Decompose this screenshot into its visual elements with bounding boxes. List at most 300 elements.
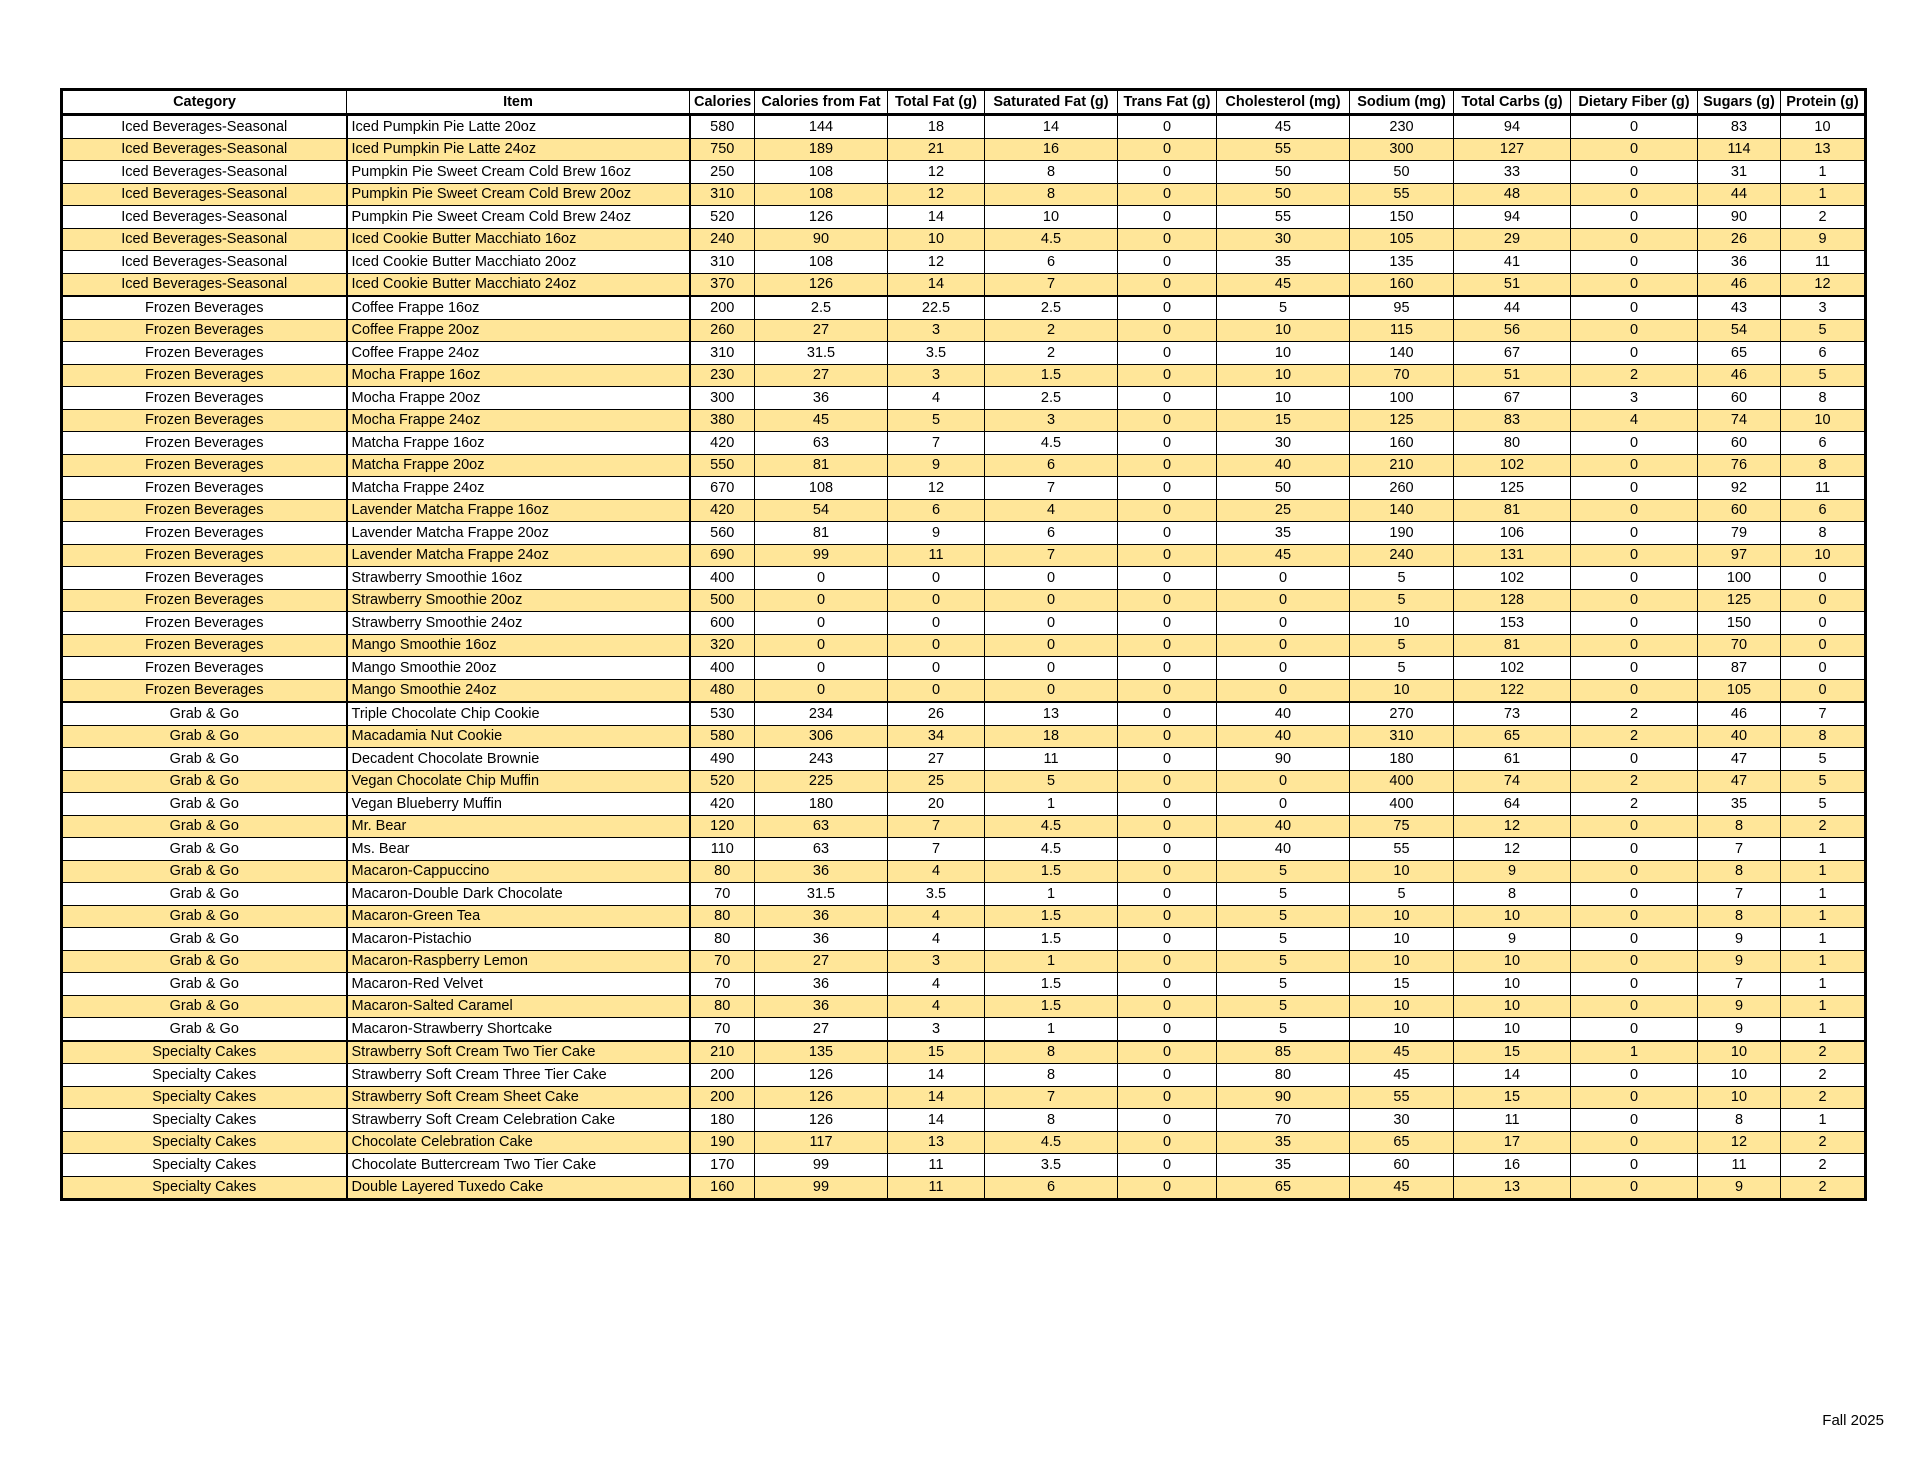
total-fat-cell: 3	[888, 950, 985, 973]
item-name-cell: Vegan Blueberry Muffin	[347, 793, 690, 816]
trans-fat-cell: 0	[1118, 454, 1217, 477]
trans-fat-cell: 0	[1118, 319, 1217, 342]
saturated-fat-cell: 1	[985, 950, 1118, 973]
cholesterol-cell: 10	[1217, 364, 1350, 387]
cholesterol-cell: 30	[1217, 228, 1350, 251]
protein-cell: 2	[1781, 1176, 1866, 1200]
calories-from-fat-cell: 45	[755, 409, 888, 432]
sugars-cell: 10	[1698, 1041, 1781, 1064]
category-cell: Specialty Cakes	[62, 1064, 347, 1087]
saturated-fat-cell: 1.5	[985, 905, 1118, 928]
cholesterol-cell: 5	[1217, 995, 1350, 1018]
dietary-fiber-cell: 0	[1571, 838, 1698, 861]
calories-cell: 210	[690, 1041, 755, 1064]
sugars-cell: 125	[1698, 589, 1781, 612]
sodium-cell: 45	[1350, 1064, 1454, 1087]
total-carbs-cell: 8	[1454, 883, 1571, 906]
category-cell: Grab & Go	[62, 748, 347, 771]
sugars-cell: 79	[1698, 522, 1781, 545]
cholesterol-cell: 5	[1217, 1018, 1350, 1041]
trans-fat-cell: 0	[1118, 161, 1217, 184]
table-row	[62, 342, 1866, 365]
table-row	[62, 206, 1866, 229]
total-fat-cell: 26	[888, 702, 985, 725]
calories-cell: 520	[690, 770, 755, 793]
sodium-cell: 10	[1350, 860, 1454, 883]
category-cell: Frozen Beverages	[62, 296, 347, 319]
total-carbs-cell: 80	[1454, 432, 1571, 455]
table-row	[62, 1109, 1866, 1132]
sodium-cell: 125	[1350, 409, 1454, 432]
cholesterol-cell: 0	[1217, 770, 1350, 793]
sodium-cell: 10	[1350, 905, 1454, 928]
calories-from-fat-cell: 234	[755, 702, 888, 725]
total-carbs-cell: 102	[1454, 454, 1571, 477]
category-cell: Frozen Beverages	[62, 589, 347, 612]
calories-cell: 580	[690, 115, 755, 139]
cholesterol-cell: 35	[1217, 1131, 1350, 1154]
total-carbs-cell: 122	[1454, 679, 1571, 702]
column-header-calories-from-fat: Calories from Fat	[755, 90, 888, 115]
saturated-fat-cell: 0	[985, 657, 1118, 680]
cholesterol-cell: 40	[1217, 725, 1350, 748]
total-carbs-cell: 29	[1454, 228, 1571, 251]
category-cell: Iced Beverages-Seasonal	[62, 138, 347, 161]
item-name-cell: Macaron-Red Velvet	[347, 973, 690, 996]
saturated-fat-cell: 7	[985, 273, 1118, 296]
dietary-fiber-cell: 0	[1571, 1109, 1698, 1132]
saturated-fat-cell: 4.5	[985, 432, 1118, 455]
total-fat-cell: 14	[888, 1109, 985, 1132]
calories-cell: 380	[690, 409, 755, 432]
sodium-cell: 5	[1350, 657, 1454, 680]
calories-from-fat-cell: 27	[755, 364, 888, 387]
sugars-cell: 90	[1698, 206, 1781, 229]
sugars-cell: 46	[1698, 364, 1781, 387]
protein-cell: 1	[1781, 161, 1866, 184]
table-row	[62, 544, 1866, 567]
item-name-cell: Pumpkin Pie Sweet Cream Cold Brew 20oz	[347, 183, 690, 206]
calories-cell: 480	[690, 679, 755, 702]
protein-cell: 5	[1781, 793, 1866, 816]
item-name-cell: Macaron-Pistachio	[347, 928, 690, 951]
category-cell: Iced Beverages-Seasonal	[62, 273, 347, 296]
protein-cell: 1	[1781, 995, 1866, 1018]
sugars-cell: 54	[1698, 319, 1781, 342]
sugars-cell: 7	[1698, 883, 1781, 906]
table-row	[62, 432, 1866, 455]
trans-fat-cell: 0	[1118, 679, 1217, 702]
calories-cell: 200	[690, 1064, 755, 1087]
trans-fat-cell: 0	[1118, 883, 1217, 906]
sodium-cell: 55	[1350, 838, 1454, 861]
sodium-cell: 10	[1350, 1018, 1454, 1041]
category-cell: Specialty Cakes	[62, 1131, 347, 1154]
total-carbs-cell: 73	[1454, 702, 1571, 725]
cholesterol-cell: 0	[1217, 567, 1350, 590]
table-row	[62, 702, 1866, 725]
item-name-cell: Iced Cookie Butter Macchiato 16oz	[347, 228, 690, 251]
calories-from-fat-cell: 99	[755, 1154, 888, 1177]
trans-fat-cell: 0	[1118, 1064, 1217, 1087]
trans-fat-cell: 0	[1118, 567, 1217, 590]
calories-cell: 240	[690, 228, 755, 251]
sodium-cell: 95	[1350, 296, 1454, 319]
calories-cell: 80	[690, 860, 755, 883]
trans-fat-cell: 0	[1118, 589, 1217, 612]
saturated-fat-cell: 8	[985, 183, 1118, 206]
protein-cell: 2	[1781, 1131, 1866, 1154]
calories-cell: 580	[690, 725, 755, 748]
item-name-cell: Strawberry Soft Cream Three Tier Cake	[347, 1064, 690, 1087]
item-name-cell: Iced Cookie Butter Macchiato 24oz	[347, 273, 690, 296]
item-name-cell: Matcha Frappe 24oz	[347, 477, 690, 500]
total-carbs-cell: 94	[1454, 206, 1571, 229]
calories-cell: 260	[690, 319, 755, 342]
sodium-cell: 10	[1350, 679, 1454, 702]
total-fat-cell: 12	[888, 161, 985, 184]
category-cell: Grab & Go	[62, 770, 347, 793]
sugars-cell: 7	[1698, 973, 1781, 996]
item-name-cell: Coffee Frappe 16oz	[347, 296, 690, 319]
total-carbs-cell: 67	[1454, 387, 1571, 410]
trans-fat-cell: 0	[1118, 1131, 1217, 1154]
dietary-fiber-cell: 0	[1571, 905, 1698, 928]
sodium-cell: 55	[1350, 183, 1454, 206]
calories-from-fat-cell: 36	[755, 860, 888, 883]
dietary-fiber-cell: 0	[1571, 522, 1698, 545]
saturated-fat-cell: 8	[985, 1109, 1118, 1132]
cholesterol-cell: 40	[1217, 815, 1350, 838]
trans-fat-cell: 0	[1118, 432, 1217, 455]
calories-cell: 80	[690, 928, 755, 951]
table-header-row	[62, 90, 1866, 115]
category-cell: Frozen Beverages	[62, 612, 347, 635]
protein-cell: 0	[1781, 612, 1866, 635]
calories-cell: 750	[690, 138, 755, 161]
dietary-fiber-cell: 0	[1571, 883, 1698, 906]
protein-cell: 2	[1781, 1154, 1866, 1177]
calories-cell: 550	[690, 454, 755, 477]
sodium-cell: 140	[1350, 499, 1454, 522]
sodium-cell: 70	[1350, 364, 1454, 387]
dietary-fiber-cell: 3	[1571, 387, 1698, 410]
item-name-cell: Mocha Frappe 24oz	[347, 409, 690, 432]
calories-cell: 690	[690, 544, 755, 567]
total-carbs-cell: 12	[1454, 838, 1571, 861]
item-name-cell: Macadamia Nut Cookie	[347, 725, 690, 748]
item-name-cell: Macaron-Raspberry Lemon	[347, 950, 690, 973]
sugars-cell: 11	[1698, 1154, 1781, 1177]
item-name-cell: Strawberry Soft Cream Celebration Cake	[347, 1109, 690, 1132]
protein-cell: 6	[1781, 432, 1866, 455]
sodium-cell: 210	[1350, 454, 1454, 477]
calories-from-fat-cell: 126	[755, 1086, 888, 1109]
sodium-cell: 50	[1350, 161, 1454, 184]
cholesterol-cell: 0	[1217, 793, 1350, 816]
calories-from-fat-cell: 63	[755, 432, 888, 455]
category-cell: Grab & Go	[62, 950, 347, 973]
dietary-fiber-cell: 2	[1571, 702, 1698, 725]
category-cell: Grab & Go	[62, 838, 347, 861]
total-carbs-cell: 102	[1454, 567, 1571, 590]
table-body	[62, 115, 1866, 1200]
category-cell: Grab & Go	[62, 860, 347, 883]
trans-fat-cell: 0	[1118, 815, 1217, 838]
sugars-cell: 43	[1698, 296, 1781, 319]
calories-cell: 310	[690, 251, 755, 274]
protein-cell: 1	[1781, 950, 1866, 973]
column-header-saturated-fat: Saturated Fat (g)	[985, 90, 1118, 115]
calories-cell: 70	[690, 950, 755, 973]
calories-from-fat-cell: 27	[755, 1018, 888, 1041]
sugars-cell: 10	[1698, 1064, 1781, 1087]
calories-from-fat-cell: 108	[755, 477, 888, 500]
total-fat-cell: 4	[888, 995, 985, 1018]
protein-cell: 5	[1781, 748, 1866, 771]
calories-from-fat-cell: 81	[755, 454, 888, 477]
sugars-cell: 105	[1698, 679, 1781, 702]
calories-cell: 420	[690, 432, 755, 455]
sugars-cell: 70	[1698, 634, 1781, 657]
item-name-cell: Chocolate Celebration Cake	[347, 1131, 690, 1154]
table-row	[62, 477, 1866, 500]
calories-cell: 520	[690, 206, 755, 229]
category-cell: Grab & Go	[62, 725, 347, 748]
dietary-fiber-cell: 0	[1571, 183, 1698, 206]
category-cell: Frozen Beverages	[62, 544, 347, 567]
category-cell: Frozen Beverages	[62, 454, 347, 477]
item-name-cell: Strawberry Smoothie 16oz	[347, 567, 690, 590]
total-fat-cell: 9	[888, 454, 985, 477]
item-name-cell: Iced Pumpkin Pie Latte 24oz	[347, 138, 690, 161]
trans-fat-cell: 0	[1118, 1018, 1217, 1041]
table-row	[62, 634, 1866, 657]
category-cell: Frozen Beverages	[62, 657, 347, 680]
item-name-cell: Chocolate Buttercream Two Tier Cake	[347, 1154, 690, 1177]
sugars-cell: 92	[1698, 477, 1781, 500]
total-carbs-cell: 65	[1454, 725, 1571, 748]
dietary-fiber-cell: 0	[1571, 634, 1698, 657]
calories-from-fat-cell: 99	[755, 1176, 888, 1200]
total-carbs-cell: 44	[1454, 296, 1571, 319]
item-name-cell: Macaron-Salted Caramel	[347, 995, 690, 1018]
category-cell: Iced Beverages-Seasonal	[62, 228, 347, 251]
dietary-fiber-cell: 0	[1571, 115, 1698, 139]
protein-cell: 2	[1781, 206, 1866, 229]
item-name-cell: Mocha Frappe 20oz	[347, 387, 690, 410]
dietary-fiber-cell: 2	[1571, 725, 1698, 748]
sodium-cell: 160	[1350, 432, 1454, 455]
calories-cell: 70	[690, 883, 755, 906]
table-row	[62, 115, 1866, 139]
cholesterol-cell: 35	[1217, 522, 1350, 545]
trans-fat-cell: 0	[1118, 228, 1217, 251]
cholesterol-cell: 0	[1217, 679, 1350, 702]
protein-cell: 12	[1781, 273, 1866, 296]
item-name-cell: Vegan Chocolate Chip Muffin	[347, 770, 690, 793]
sugars-cell: 46	[1698, 273, 1781, 296]
sugars-cell: 35	[1698, 793, 1781, 816]
total-carbs-cell: 74	[1454, 770, 1571, 793]
saturated-fat-cell: 2.5	[985, 387, 1118, 410]
sodium-cell: 160	[1350, 273, 1454, 296]
saturated-fat-cell: 0	[985, 679, 1118, 702]
nutrition-table	[60, 88, 1867, 1201]
sugars-cell: 65	[1698, 342, 1781, 365]
item-name-cell: Macaron-Green Tea	[347, 905, 690, 928]
protein-cell: 1	[1781, 905, 1866, 928]
cholesterol-cell: 50	[1217, 161, 1350, 184]
total-fat-cell: 22.5	[888, 296, 985, 319]
dietary-fiber-cell: 1	[1571, 1041, 1698, 1064]
dietary-fiber-cell: 0	[1571, 499, 1698, 522]
total-fat-cell: 4	[888, 973, 985, 996]
protein-cell: 8	[1781, 387, 1866, 410]
table-row	[62, 296, 1866, 319]
sugars-cell: 83	[1698, 115, 1781, 139]
calories-from-fat-cell: 36	[755, 928, 888, 951]
trans-fat-cell: 0	[1118, 770, 1217, 793]
sodium-cell: 140	[1350, 342, 1454, 365]
dietary-fiber-cell: 0	[1571, 432, 1698, 455]
sugars-cell: 8	[1698, 905, 1781, 928]
item-name-cell: Strawberry Smoothie 20oz	[347, 589, 690, 612]
calories-from-fat-cell: 0	[755, 567, 888, 590]
sugars-cell: 150	[1698, 612, 1781, 635]
item-name-cell: Coffee Frappe 24oz	[347, 342, 690, 365]
column-header-sodium: Sodium (mg)	[1350, 90, 1454, 115]
dietary-fiber-cell: 0	[1571, 860, 1698, 883]
calories-cell: 80	[690, 905, 755, 928]
cholesterol-cell: 70	[1217, 1109, 1350, 1132]
total-fat-cell: 3	[888, 364, 985, 387]
total-carbs-cell: 33	[1454, 161, 1571, 184]
calories-cell: 400	[690, 567, 755, 590]
sodium-cell: 105	[1350, 228, 1454, 251]
dietary-fiber-cell: 0	[1571, 228, 1698, 251]
sugars-cell: 9	[1698, 928, 1781, 951]
sodium-cell: 260	[1350, 477, 1454, 500]
trans-fat-cell: 0	[1118, 1109, 1217, 1132]
total-fat-cell: 3.5	[888, 883, 985, 906]
trans-fat-cell: 0	[1118, 387, 1217, 410]
calories-cell: 70	[690, 1018, 755, 1041]
protein-cell: 5	[1781, 364, 1866, 387]
item-name-cell: Pumpkin Pie Sweet Cream Cold Brew 24oz	[347, 206, 690, 229]
protein-cell: 2	[1781, 1041, 1866, 1064]
sodium-cell: 5	[1350, 589, 1454, 612]
calories-from-fat-cell: 108	[755, 161, 888, 184]
protein-cell: 11	[1781, 251, 1866, 274]
sodium-cell: 115	[1350, 319, 1454, 342]
trans-fat-cell: 0	[1118, 273, 1217, 296]
trans-fat-cell: 0	[1118, 905, 1217, 928]
total-fat-cell: 0	[888, 657, 985, 680]
category-cell: Grab & Go	[62, 973, 347, 996]
item-name-cell: Iced Pumpkin Pie Latte 20oz	[347, 115, 690, 139]
calories-from-fat-cell: 0	[755, 589, 888, 612]
calories-from-fat-cell: 126	[755, 273, 888, 296]
protein-cell: 10	[1781, 409, 1866, 432]
footer-season-note: Fall 2025	[1822, 1412, 1884, 1429]
sodium-cell: 190	[1350, 522, 1454, 545]
total-carbs-cell: 17	[1454, 1131, 1571, 1154]
dietary-fiber-cell: 0	[1571, 657, 1698, 680]
category-cell: Specialty Cakes	[62, 1109, 347, 1132]
protein-cell: 8	[1781, 522, 1866, 545]
sodium-cell: 5	[1350, 883, 1454, 906]
category-cell: Frozen Beverages	[62, 319, 347, 342]
table-row	[62, 1154, 1866, 1177]
cholesterol-cell: 45	[1217, 115, 1350, 139]
table-row	[62, 251, 1866, 274]
calories-from-fat-cell: 108	[755, 251, 888, 274]
cholesterol-cell: 50	[1217, 183, 1350, 206]
total-fat-cell: 6	[888, 499, 985, 522]
total-fat-cell: 3.5	[888, 342, 985, 365]
dietary-fiber-cell: 0	[1571, 454, 1698, 477]
table-row	[62, 387, 1866, 410]
trans-fat-cell: 0	[1118, 702, 1217, 725]
table-row	[62, 319, 1866, 342]
saturated-fat-cell: 6	[985, 522, 1118, 545]
table-row	[62, 522, 1866, 545]
calories-cell: 110	[690, 838, 755, 861]
sugars-cell: 8	[1698, 1109, 1781, 1132]
saturated-fat-cell: 10	[985, 206, 1118, 229]
total-fat-cell: 12	[888, 251, 985, 274]
protein-cell: 1	[1781, 928, 1866, 951]
total-carbs-cell: 12	[1454, 815, 1571, 838]
cholesterol-cell: 55	[1217, 206, 1350, 229]
sugars-cell: 9	[1698, 995, 1781, 1018]
table-row	[62, 273, 1866, 296]
total-carbs-cell: 106	[1454, 522, 1571, 545]
item-name-cell: Strawberry Soft Cream Sheet Cake	[347, 1086, 690, 1109]
table-row	[62, 657, 1866, 680]
trans-fat-cell: 0	[1118, 950, 1217, 973]
table-row	[62, 770, 1866, 793]
cholesterol-cell: 0	[1217, 657, 1350, 680]
trans-fat-cell: 0	[1118, 860, 1217, 883]
sodium-cell: 240	[1350, 544, 1454, 567]
cholesterol-cell: 80	[1217, 1064, 1350, 1087]
total-fat-cell: 0	[888, 589, 985, 612]
calories-cell: 200	[690, 1086, 755, 1109]
category-cell: Iced Beverages-Seasonal	[62, 183, 347, 206]
calories-from-fat-cell: 243	[755, 748, 888, 771]
trans-fat-cell: 0	[1118, 115, 1217, 139]
protein-cell: 0	[1781, 589, 1866, 612]
saturated-fat-cell: 0	[985, 612, 1118, 635]
dietary-fiber-cell: 0	[1571, 1086, 1698, 1109]
sugars-cell: 31	[1698, 161, 1781, 184]
table-row	[62, 1041, 1866, 1064]
total-fat-cell: 10	[888, 228, 985, 251]
saturated-fat-cell: 1.5	[985, 364, 1118, 387]
dietary-fiber-cell: 0	[1571, 928, 1698, 951]
sugars-cell: 46	[1698, 702, 1781, 725]
column-header-dietary-fiber: Dietary Fiber (g)	[1571, 90, 1698, 115]
dietary-fiber-cell: 4	[1571, 409, 1698, 432]
saturated-fat-cell: 4.5	[985, 228, 1118, 251]
table-row	[62, 364, 1866, 387]
saturated-fat-cell: 4.5	[985, 815, 1118, 838]
saturated-fat-cell: 8	[985, 1064, 1118, 1087]
protein-cell: 3	[1781, 296, 1866, 319]
calories-cell: 490	[690, 748, 755, 771]
